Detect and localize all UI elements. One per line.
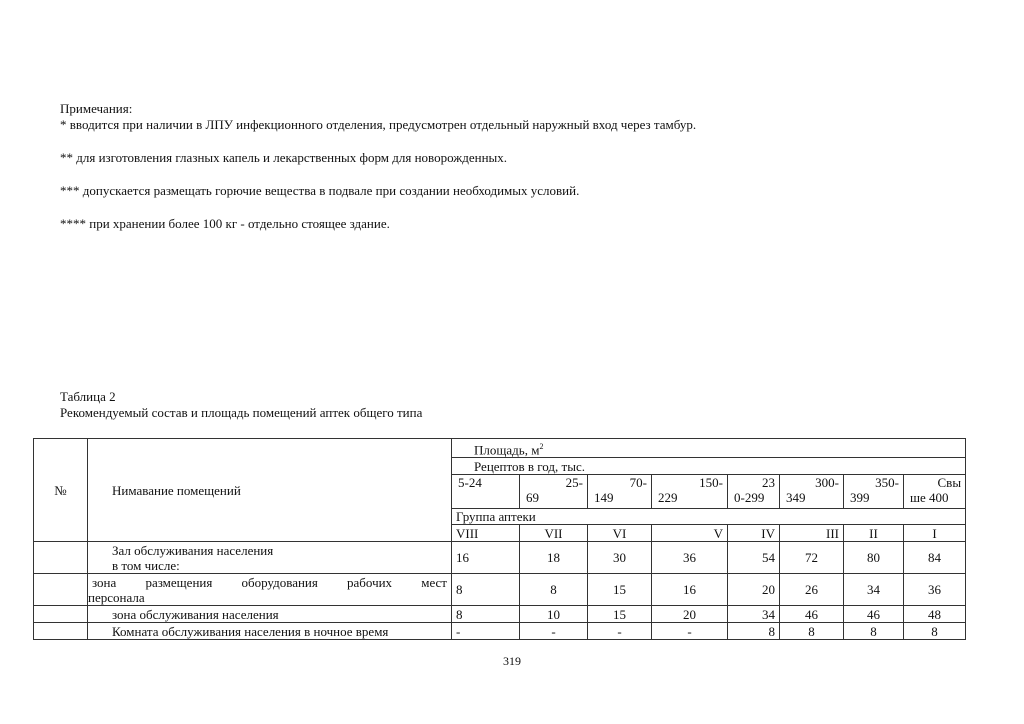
area-value-cell: - [452,623,520,640]
area-value-cell: - [652,623,728,640]
area-value-cell: 34 [728,606,780,623]
header-area: Площадь, $м^2$ [452,439,966,458]
group-cell: I [904,525,966,542]
room-name-cell: зона обслуживания населения [88,606,452,623]
table-row [34,623,966,640]
notes-title: Примечания: [60,101,133,116]
area-value-cell: 8 [780,623,844,640]
area-value-cell: 72 [780,542,844,574]
area-value-cell: 30 [588,542,652,574]
table-title: Рекомендуемый состав и площадь помещений аптек общего типа [60,405,423,420]
table-row [34,606,966,623]
area-value-cell: 48 [904,606,966,623]
header-group: Группа аптеки [452,509,966,525]
area-value-cell: 36 [652,542,728,574]
recipes-range-cell: 70- 149 [588,475,652,509]
row-number-cell [34,606,88,623]
area-value-cell: 26 [780,574,844,606]
table-caption [60,389,422,421]
table-row [34,542,966,574]
note-2: ** для изготовления глазных капель и лекарственных форм для новорожденных. [60,150,508,165]
table-row [34,574,966,606]
recipes-range-cell: 300- 349 [780,475,844,509]
rooms-area-table [33,438,966,640]
row-number-cell [34,623,88,640]
note-4: **** при хранении более 100 кг - отдельно стоящее здание. [60,216,390,231]
group-cell: V [652,525,728,542]
area-value-cell: 8 [844,623,904,640]
area-value-cell: 84 [904,542,966,574]
area-value-cell: 8 [452,606,520,623]
area-value-cell: 16 [452,542,520,574]
area-value-cell: 54 [728,542,780,574]
area-value-cell: 8 [452,574,520,606]
area-value-cell: 16 [652,574,728,606]
header-number: № [34,439,88,542]
area-value-cell: 46 [780,606,844,623]
area-value-cell: 36 [904,574,966,606]
group-cell: VIII [452,525,520,542]
recipes-range-cell: 23 0-299 [728,475,780,509]
page-number: 319 [503,654,521,668]
recipes-range-cell: 25- 69 [520,475,588,509]
header-recipes: Рецептов в год, тыс. [452,458,966,475]
area-value-cell: 8 [904,623,966,640]
table-label: Таблица 2 [60,389,116,404]
row-number-cell [34,574,88,606]
area-value-cell: 8 [728,623,780,640]
notes-block [60,101,960,232]
area-value-cell: 10 [520,606,588,623]
area-value-cell: - [588,623,652,640]
area-value-cell: 20 [652,606,728,623]
area-value-cell: 46 [844,606,904,623]
group-cell: III [780,525,844,542]
area-value-cell: 8 [520,574,588,606]
note-1: * вводится при наличии в ЛПУ инфекционного отделения, предусмотрен отдельный наружный вход через тамбур. [60,117,697,132]
room-name-cell: Зал обслуживания населения в том числе: [88,542,452,574]
area-value-cell: 34 [844,574,904,606]
group-cell: VI [588,525,652,542]
area-value-cell: 18 [520,542,588,574]
recipes-range-cell: 150- 229 [652,475,728,509]
header-room-name: Нимавание помещений [88,439,452,542]
area-value-cell: 80 [844,542,904,574]
room-name-cell: Комната обслуживания населения в ночное время [88,623,452,640]
row-number-cell [34,542,88,574]
group-cell: II [844,525,904,542]
recipes-range-cell: 350- 399 [844,475,904,509]
group-cell: VII [520,525,588,542]
area-value-cell: 15 [588,606,652,623]
area-value-cell: - [520,623,588,640]
note-3: *** допускается размещать горючие вещества в подвале при создании необходимых условий. [60,183,580,198]
area-value-cell: 20 [728,574,780,606]
recipes-range-cell: Свы ше 400 [904,475,966,509]
room-name-cell: зона размещения оборудования рабочих мест персонала [88,574,452,606]
group-cell: IV [728,525,780,542]
area-value-cell: 15 [588,574,652,606]
recipes-range-cell: 5-24 [452,475,520,509]
